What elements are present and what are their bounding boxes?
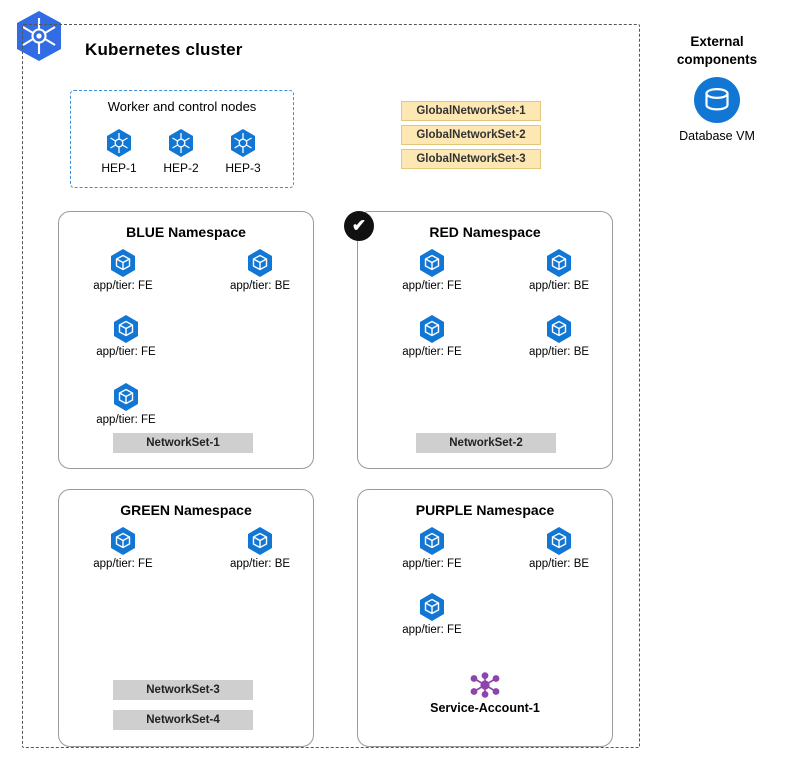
pod-label: app/tier: FE xyxy=(93,558,153,570)
pod-label: app/tier: FE xyxy=(93,280,153,292)
pod-icon xyxy=(80,381,172,413)
pod-label: app/tier: FE xyxy=(96,346,156,358)
pod-icon xyxy=(386,525,478,557)
node-hep-1[interactable] xyxy=(89,127,149,175)
worker-control-nodes-title: Worker and control nodes xyxy=(107,99,257,114)
pod-red-2[interactable] xyxy=(513,247,605,292)
pod-red-3[interactable] xyxy=(386,313,478,358)
pod-purple-1[interactable] xyxy=(386,525,478,570)
network-set-1[interactable]: NetworkSet-1 xyxy=(113,433,253,453)
external-database-vm[interactable] xyxy=(655,75,779,143)
namespace-title: PURPLE Namespace xyxy=(415,502,555,518)
pod-label: app/tier: BE xyxy=(528,558,590,570)
pod-icon xyxy=(214,247,306,279)
node-label: HEP-1 xyxy=(101,161,137,175)
worker-control-nodes-group xyxy=(70,90,294,188)
namespace-title: BLUE Namespace xyxy=(126,224,246,240)
pod-blue-3[interactable] xyxy=(80,313,172,358)
namespace-green[interactable] xyxy=(58,489,314,747)
pod-blue-1[interactable] xyxy=(77,247,169,292)
namespace-blue[interactable] xyxy=(58,211,314,469)
network-set-2[interactable]: NetworkSet-2 xyxy=(416,433,556,453)
kubernetes-node-icon xyxy=(151,127,211,159)
kubernetes-node-icon xyxy=(89,127,149,159)
pod-icon xyxy=(513,247,605,279)
pod-icon xyxy=(386,247,478,279)
network-set-3[interactable]: NetworkSet-3 xyxy=(113,680,253,700)
cluster-title: Kubernetes cluster xyxy=(85,40,243,59)
node-label: HEP-3 xyxy=(225,161,261,175)
pod-red-4[interactable] xyxy=(513,313,605,358)
pod-purple-2[interactable] xyxy=(513,525,605,570)
status-check-badge: ✔ xyxy=(344,211,374,241)
pod-label: app/tier: BE xyxy=(229,558,291,570)
pod-label: app/tier: BE xyxy=(528,280,590,292)
pod-label: app/tier: FE xyxy=(96,414,156,426)
pod-blue-2[interactable] xyxy=(214,247,306,292)
pod-label: app/tier: FE xyxy=(402,558,462,570)
external-components-title: External components xyxy=(676,34,758,67)
global-network-set-1[interactable]: GlobalNetworkSet-1 xyxy=(401,101,541,121)
global-network-set-3[interactable]: GlobalNetworkSet-3 xyxy=(401,149,541,169)
kubernetes-node-icon xyxy=(213,127,273,159)
pod-label: app/tier: FE xyxy=(402,346,462,358)
external-database-label: Database VM xyxy=(679,129,755,143)
pod-icon xyxy=(77,525,169,557)
service-account-label: Service-Account-1 xyxy=(430,701,540,715)
namespace-title: RED Namespace xyxy=(429,224,541,240)
pod-icon xyxy=(513,525,605,557)
pod-label: app/tier: FE xyxy=(402,624,462,636)
node-label: HEP-2 xyxy=(163,161,199,175)
node-hep-3[interactable] xyxy=(213,127,273,175)
pod-blue-4[interactable] xyxy=(80,381,172,426)
pod-purple-3[interactable] xyxy=(386,591,478,636)
pod-icon xyxy=(386,591,478,623)
pod-label: app/tier: FE xyxy=(402,280,462,292)
pod-icon xyxy=(214,525,306,557)
pod-icon xyxy=(80,313,172,345)
pod-icon xyxy=(513,313,605,345)
service-account-icon xyxy=(420,672,550,698)
network-set-4[interactable]: NetworkSet-4 xyxy=(113,710,253,730)
pod-red-1[interactable] xyxy=(386,247,478,292)
pod-green-1[interactable] xyxy=(77,525,169,570)
pod-icon xyxy=(386,313,478,345)
pod-label: app/tier: BE xyxy=(528,346,590,358)
pod-label: app/tier: BE xyxy=(229,280,291,292)
namespace-title: GREEN Namespace xyxy=(120,502,252,518)
pod-icon xyxy=(77,247,169,279)
pod-green-2[interactable] xyxy=(214,525,306,570)
node-hep-2[interactable] xyxy=(151,127,211,175)
namespace-red[interactable] xyxy=(357,211,613,469)
global-network-set-2[interactable]: GlobalNetworkSet-2 xyxy=(401,125,541,145)
service-account-1[interactable] xyxy=(420,672,550,715)
database-icon xyxy=(655,75,779,125)
